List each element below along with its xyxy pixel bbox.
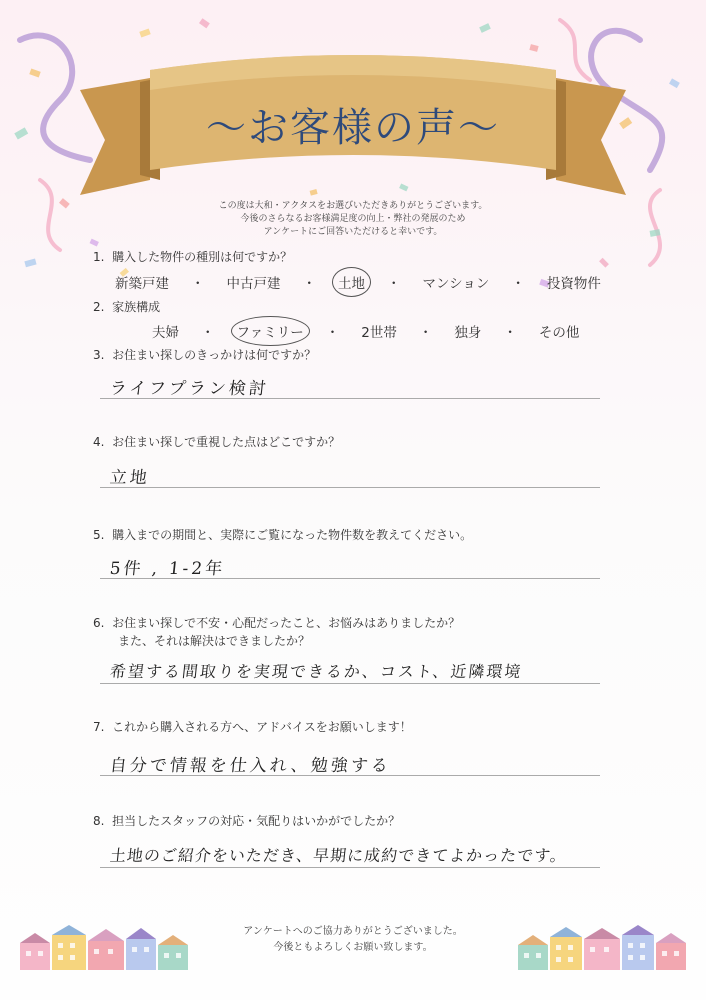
question-number: 1. <box>93 250 105 264</box>
option-mansion[interactable]: マンション <box>422 276 490 292</box>
option-two-generation[interactable]: 2世帯 <box>361 325 397 341</box>
question-number: 5. <box>93 528 105 542</box>
question-1 <box>93 248 292 265</box>
question-6 <box>93 614 460 631</box>
answer-3[interactable]: ライフプラン検討 <box>108 379 270 399</box>
answer-line <box>100 683 600 684</box>
option-investment[interactable]: 投資物件 <box>546 276 601 292</box>
separator: ・ <box>511 276 525 292</box>
question-3 <box>93 346 316 363</box>
answer-7[interactable]: 自分で情報を仕入れ、勉強する <box>108 756 392 776</box>
question-5 <box>93 526 472 543</box>
answer-line <box>100 775 600 776</box>
question-7 <box>93 718 412 735</box>
family-options <box>152 321 579 341</box>
question-text: 購入までの期間と、実際にご覧になった物件数を教えてください。 <box>112 528 473 542</box>
intro-line: 今後のさらなるお客様満足度の向上・弊社の発展のため <box>240 214 466 224</box>
footer-line: 今後ともよろしくお願い致します。 <box>273 942 433 953</box>
answer-6[interactable]: 希望する間取りを実現できるか、コスト、近隣環境 <box>108 662 524 681</box>
intro-line: アンケートにご回答いただけると幸いです。 <box>263 227 443 237</box>
question-text: お住まい探しで不安・心配だったこと、お悩みはありましたか？ <box>112 616 461 630</box>
question-text: 家族構成 <box>112 300 161 314</box>
separator: ・ <box>325 325 340 341</box>
separator: ・ <box>418 325 433 341</box>
question-text: 担当したスタッフの対応・気配りはいかがでしたか？ <box>112 814 401 828</box>
answer-line <box>100 867 600 868</box>
footer-line: アンケートへのご協力ありがとうございました。 <box>243 926 463 937</box>
option-other[interactable]: その他 <box>538 325 580 341</box>
question-number: 3. <box>93 348 105 362</box>
option-land-selected[interactable]: 土地 <box>338 272 365 292</box>
separator: ・ <box>191 276 205 292</box>
answer-8[interactable]: 土地のご紹介をいただき、早期に成約できてよかったです。 <box>108 846 568 865</box>
option-single[interactable]: 独身 <box>454 325 482 341</box>
option-new-house[interactable]: 新築戸建 <box>115 276 169 292</box>
question-4 <box>93 433 340 450</box>
separator: ・ <box>201 325 215 341</box>
houses-illustration-left <box>20 925 190 970</box>
question-text: 購入した物件の種別は何ですか？ <box>112 250 293 264</box>
question-6-line-2: また、それは解決はできましたか？ <box>118 634 311 648</box>
question-2 <box>93 298 160 315</box>
option-couple[interactable]: 夫婦 <box>152 325 179 341</box>
answer-line <box>100 578 600 579</box>
question-8 <box>93 812 400 829</box>
property-type-options <box>115 272 601 292</box>
intro-line: この度は大和・アクタスをお選びいただきありがとうございます。 <box>218 201 488 211</box>
question-text: これから購入される方へ、アドバイスをお願いします！ <box>112 720 412 734</box>
answer-line <box>100 398 600 399</box>
question-number: 8. <box>93 814 105 828</box>
question-number: 7. <box>93 720 105 734</box>
question-number: 2. <box>93 300 105 314</box>
separator: ・ <box>302 276 316 292</box>
houses-illustration-right <box>518 925 688 970</box>
separator: ・ <box>387 276 401 292</box>
answer-4[interactable]: 立地 <box>108 468 151 488</box>
separator: ・ <box>503 325 517 341</box>
intro-text <box>0 200 706 239</box>
question-number: 6. <box>93 616 105 630</box>
question-text: お住まい探しで重視した点はどこですか？ <box>112 435 341 449</box>
question-number: 4. <box>93 435 105 449</box>
option-family-selected[interactable]: ファミリー <box>237 321 304 341</box>
answer-5[interactable]: 5件 , 1-2年 <box>108 559 227 579</box>
question-text: お住まい探しのきっかけは何ですか？ <box>112 348 317 362</box>
option-used-house[interactable]: 中古戸建 <box>226 276 281 292</box>
page-title: 〜お客様の声〜 <box>206 105 500 151</box>
answer-line <box>100 487 600 488</box>
